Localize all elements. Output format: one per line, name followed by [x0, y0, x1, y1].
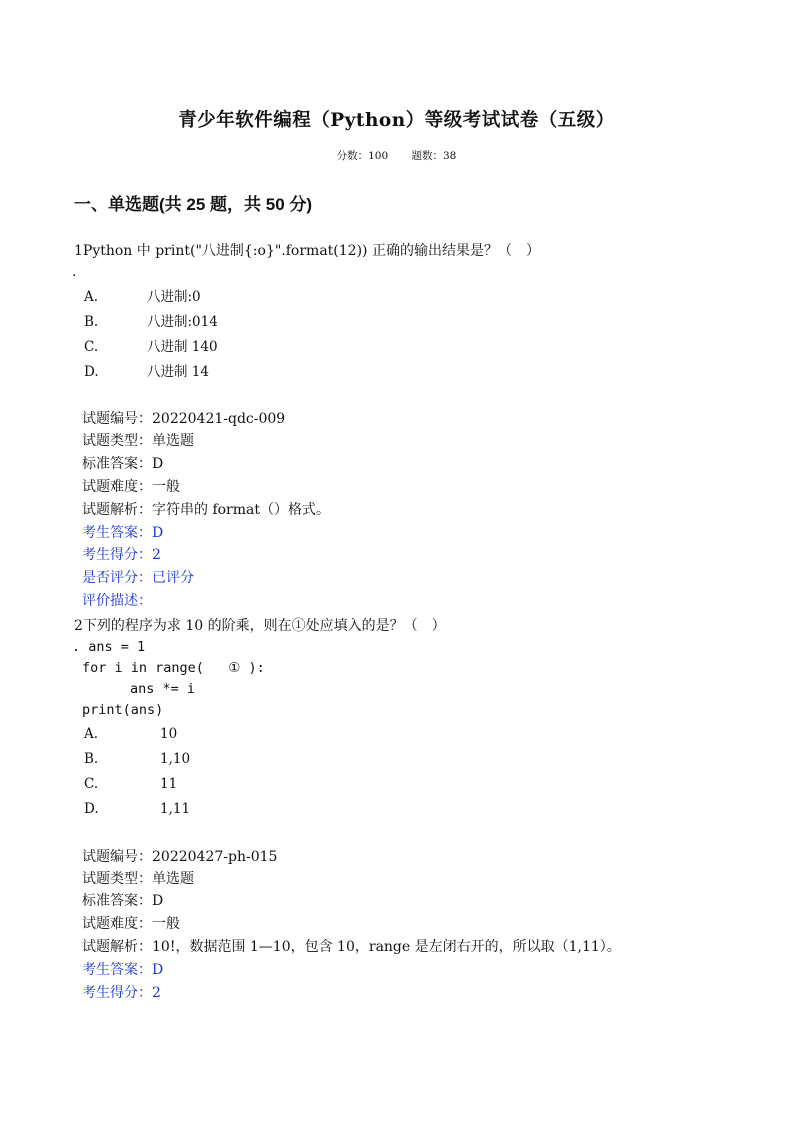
q2-option-a-letter: A.	[84, 726, 99, 742]
q2-candidate-answer: 考生答案：D	[82, 962, 164, 978]
q2-analysis: 试题解析：10!，数据范围 1—10，包含 10，range 是左闭右开的，所以取（1,11）。	[82, 939, 621, 955]
q2-difficulty: 试题难度：一般	[82, 916, 180, 932]
q1-analysis: 试题解析：字符串的 format（）格式。	[82, 502, 331, 518]
q2-candidate-score: 考生得分：2	[82, 985, 161, 1001]
q2-code-line-2: for i in range( ① ):	[82, 660, 265, 676]
question-2-stem: 2下列的程序为求 10 的阶乘，则在①处应填入的是？（ ）	[74, 618, 446, 634]
q2-option-d-text: 1,11	[160, 801, 191, 817]
q2-option-c-text: 11	[160, 776, 178, 792]
q1-option-d-letter: D.	[84, 364, 99, 380]
q1-option-c-text: 八进制 140	[147, 339, 218, 355]
question-1-stem: 1Python 中 print("八进制{:o}".format(12)) 正确的输出结果是？（ ）	[74, 243, 540, 259]
q1-evaluation: 评价描述：	[82, 593, 152, 609]
q1-standard-answer: 标准答案：D	[82, 456, 164, 472]
q2-code-line-3: ans *= i	[130, 681, 196, 697]
q2-question-id: 试题编号：20220427-ph-015	[82, 849, 278, 865]
q2-code-line-4: print(ans)	[82, 702, 164, 718]
q1-option-a-letter: A.	[84, 289, 99, 305]
exam-meta	[0, 148, 793, 163]
q1-option-b-letter: B.	[84, 314, 99, 330]
q1-graded-status: 是否评分：已评分	[82, 570, 194, 586]
q1-difficulty: 试题难度：一般	[82, 479, 180, 495]
q1-question-type: 试题类型：单选题	[82, 433, 194, 449]
exam-title: 青少年软件编程（Python）等级考试试卷（五级）	[178, 110, 615, 131]
total-score: 分数：100	[336, 150, 389, 162]
q2-code-line-1: . ans = 1	[72, 639, 146, 655]
q2-standard-answer: 标准答案：D	[82, 893, 164, 909]
question-1-dot: .	[72, 264, 77, 280]
q1-candidate-answer: 考生答案：D	[82, 525, 164, 541]
q1-option-d-text: 八进制 14	[147, 364, 209, 380]
q1-option-b-text: 八进制:014	[147, 314, 218, 330]
q1-option-a-text: 八进制:0	[147, 289, 201, 305]
question-count: 题数：38	[411, 150, 457, 162]
q1-candidate-score: 考生得分：2	[82, 547, 161, 563]
q2-option-d-letter: D.	[84, 801, 99, 817]
q2-option-c-letter: C.	[84, 776, 99, 792]
section-heading: 一、单选题(共 25 题，共 50 分)	[74, 195, 313, 214]
q1-question-id: 试题编号：20220421-qdc-009	[82, 411, 286, 427]
q2-option-b-text: 1,10	[160, 751, 191, 767]
q2-question-type: 试题类型：单选题	[82, 871, 194, 887]
q1-option-c-letter: C.	[84, 339, 99, 355]
q2-option-b-letter: B.	[84, 751, 99, 767]
q2-option-a-text: 10	[160, 726, 178, 742]
